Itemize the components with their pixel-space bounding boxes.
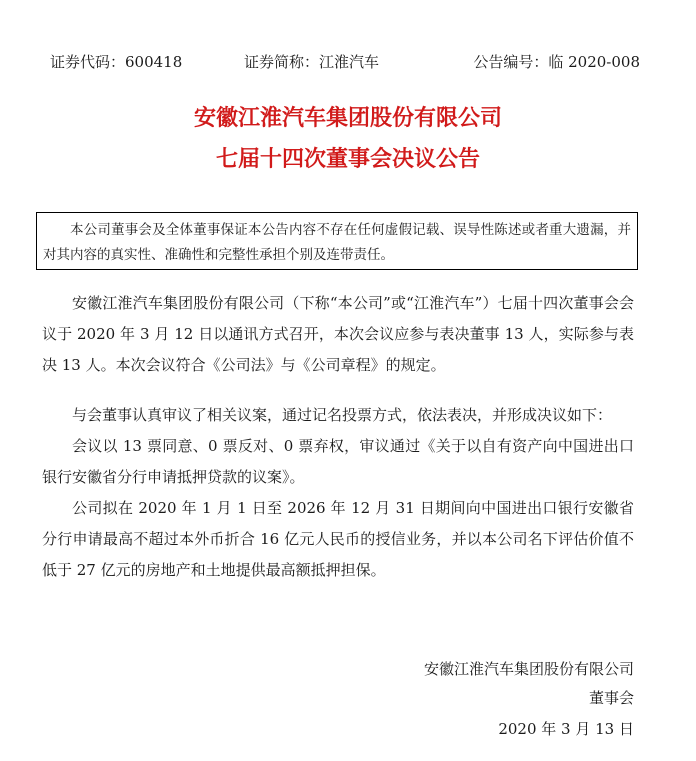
resolution-intro-paragraph: 与会董事认真审议了相关议案，通过记名投票方式，依法表决，并形成决议如下：: [72, 406, 613, 424]
resolution-section: [42, 400, 634, 586]
meeting-info-section: [42, 288, 634, 381]
signature-date: 2020 年 3 月 13 日: [498, 720, 634, 738]
signature-company: 安徽江淮汽车集团股份有限公司: [423, 660, 634, 678]
stock-name: 证券简称：江淮汽车: [244, 53, 380, 71]
company-title: 安徽江淮汽车集团股份有限公司: [193, 106, 502, 131]
loan-detail-paragraph: 公司拟在 2020 年 1 月 1 日至 2026 年 12 月 31 日期间向中国进出口银行安徽省分行申请最高不超过本外币折合 16 亿元人民币的授信业务，并以本公司名下评估价值不低于 27 亿元的房地产和土地提供最高额抵押担保。: [42, 499, 634, 579]
announcement-title: 七届十四次董事会决议公告: [215, 147, 480, 172]
disclaimer-text: 本公司董事会及全体董事保证本公告内容不存在任何虚假记载、误导性陈述或者重大遗漏，并对其内容的真实性、准确性和完整性承担个别及连带责任。: [43, 222, 631, 263]
meeting-info-paragraph: 安徽江淮汽车集团股份有限公司（下称“本公司”或“江淮汽车”）七届十四次董事会会议于 2020 年 3 月 12 日以通讯方式召开，本次会议应参与表决董事 13 人，实际参与表决 13 人。本次会议符合《公司法》与《公司章程》的规定。: [42, 294, 634, 374]
vote-result-paragraph: 会议以 13 票同意、0 票反对、0 票弃权，审议通过《关于以自有资产向中国进出口银行安徽省分行申请抵押贷款的议案》。: [42, 437, 634, 486]
announcement-number: 公告编号：临 2020-008: [473, 53, 640, 71]
disclaimer-box: [36, 212, 638, 270]
stock-code: 证券代码：600418: [50, 53, 183, 71]
signature-board: 董事会: [588, 689, 634, 707]
announcement-header: [50, 52, 640, 72]
